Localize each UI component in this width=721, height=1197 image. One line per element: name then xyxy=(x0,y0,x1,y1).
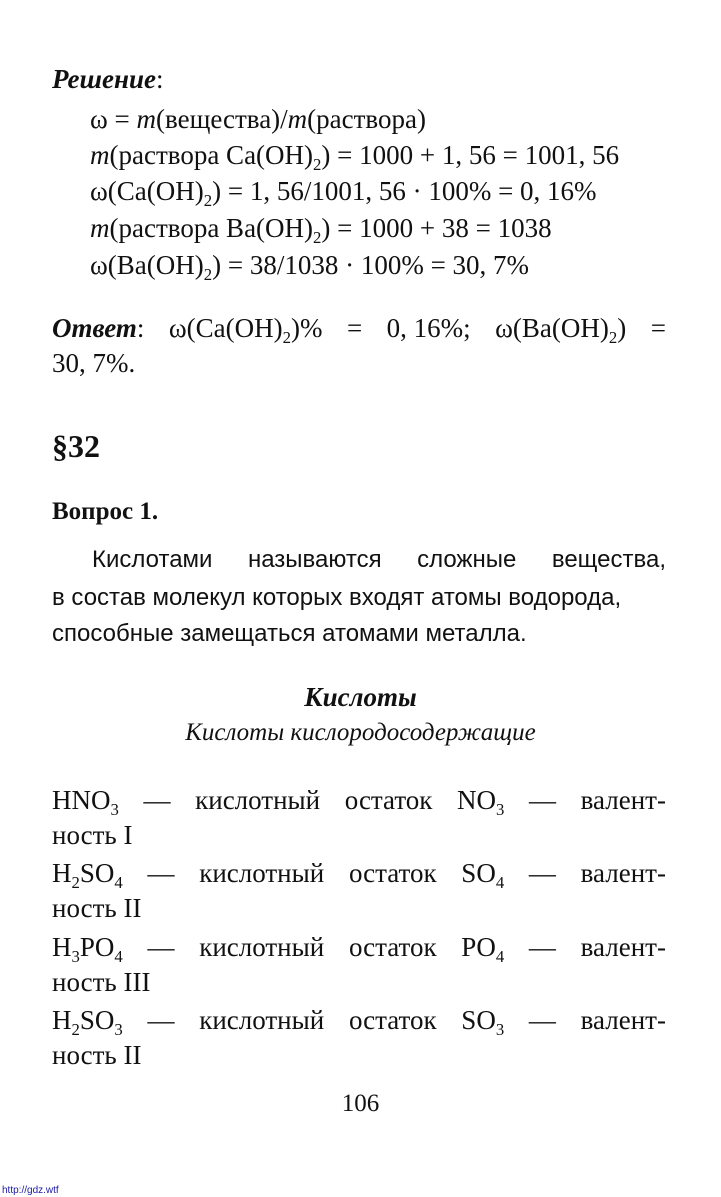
acid-residue-label: кислотный xyxy=(199,932,325,962)
answer-colon: : xyxy=(136,313,145,343)
answer-ca-value: 0, 16%; xyxy=(386,313,471,343)
formula-text: (вещества)/ xyxy=(156,104,288,134)
answer-equals: = xyxy=(650,313,666,343)
acids-subheading: Кислоты кислородосодержащие xyxy=(185,719,536,746)
watermark: http://gdz.wtf xyxy=(2,1185,59,1196)
formula-line-2 xyxy=(90,140,620,174)
paragraph-line-2: в состав молекул которых входят атомы водорода, xyxy=(52,584,622,611)
acid-residue-label: остаток xyxy=(348,858,437,888)
paragraph-line-1 xyxy=(92,548,666,572)
dash: — xyxy=(528,932,556,962)
acid-residue-label: кислотный xyxy=(199,858,325,888)
acid-residue-formula: $SO_4$ xyxy=(461,858,505,892)
formula-line-5 xyxy=(90,250,530,284)
answer-ba-formula: $\omega(Ba(OH)_2)$ xyxy=(495,313,627,347)
acid-formula: $HNO_3$ xyxy=(52,785,119,819)
dash: — xyxy=(528,1005,556,1035)
dash: — xyxy=(143,785,171,815)
section-title: §32 xyxy=(52,428,100,464)
subscript: 2 xyxy=(203,190,213,210)
answer-equals: = xyxy=(346,313,363,343)
acid-row xyxy=(52,858,666,892)
paragraph-word: Кислотами xyxy=(92,546,213,573)
valence-value: ность I xyxy=(52,820,133,850)
formula-text: ω = xyxy=(90,104,137,134)
answer-ca-percent: $\omega(Ca(OH)_2)\%$ xyxy=(168,313,323,347)
dash: — xyxy=(529,785,557,815)
page-number: 106 xyxy=(341,1090,380,1117)
formula-line-3 xyxy=(90,176,597,210)
acid-row xyxy=(52,785,666,819)
mass-symbol: m xyxy=(90,140,110,170)
formula-line-1 xyxy=(90,106,426,133)
formula-text: ) = 38/1038 · 100% = 30, 7% xyxy=(212,250,530,280)
valence-label: валент- xyxy=(580,932,666,962)
formula-text: ) = 1, 56/1001, 56 · 100% = 0, 16% xyxy=(212,176,597,206)
formula-text: (раствора Ca(OH) xyxy=(109,140,314,170)
acids-heading: Кислоты xyxy=(304,682,417,712)
formula-line-4 xyxy=(90,213,552,247)
acid-formula: $H_2SO_3$ xyxy=(52,1005,123,1039)
acid-row xyxy=(52,1005,666,1039)
subscript: 2 xyxy=(313,154,322,174)
valence-label: валент- xyxy=(580,785,666,815)
paragraph-line-3: способные замещаться атомами металла. xyxy=(52,620,527,647)
subscript: 2 xyxy=(313,227,322,247)
valence-value: ность III xyxy=(52,967,151,997)
solution-colon: : xyxy=(155,64,164,94)
acid-residue-formula: $NO_3$ xyxy=(457,785,505,819)
acid-residue-formula: $PO_4$ xyxy=(461,932,505,966)
question-title: Вопрос 1. xyxy=(52,498,159,525)
acid-formula: $H_3PO_4$ xyxy=(52,932,123,966)
answer-line xyxy=(52,313,666,347)
mass-symbol: m xyxy=(90,213,110,243)
acid-residue-label: кислотный xyxy=(199,1005,325,1035)
acid-residue-label: остаток xyxy=(348,1005,437,1035)
paragraph-word: называются xyxy=(247,546,382,573)
answer-label-group xyxy=(52,315,144,342)
formula-text: ω(Ba(OH) xyxy=(90,250,204,280)
paragraph-word: сложные xyxy=(417,546,517,573)
formula-text: ) = 1000 + 38 = 1038 xyxy=(321,213,552,243)
dash: — xyxy=(147,858,175,888)
formula-text: (раствора Ba(OH) xyxy=(109,213,314,243)
paragraph-word: вещества, xyxy=(551,546,666,573)
solution-heading xyxy=(52,66,163,93)
acid-residue-label: кислотный xyxy=(195,785,321,815)
acid-residue-label: остаток xyxy=(348,932,437,962)
dash: — xyxy=(147,1005,175,1035)
acid-formula: $H_2SO_4$ xyxy=(52,858,123,892)
subscript: 2 xyxy=(203,264,213,284)
formula-text: ) = 1000 + 1, 56 = 1001, 56 xyxy=(321,140,620,170)
dash: — xyxy=(147,932,175,962)
valence-value: ность II xyxy=(52,1040,142,1070)
solution-label: Решение xyxy=(52,64,156,94)
acid-row xyxy=(52,932,666,966)
answer-line-2: 30, 7%. xyxy=(52,348,136,378)
answer-label: Ответ xyxy=(52,313,137,343)
valence-label: валент- xyxy=(580,1005,666,1035)
acid-residue-formula: $SO_3$ xyxy=(461,1005,505,1039)
formula-text: ω(Ca(OH) xyxy=(90,176,204,206)
mass-symbol: m xyxy=(287,104,308,134)
valence-value: ность II xyxy=(52,893,142,923)
valence-label: валент- xyxy=(580,858,666,888)
dash: — xyxy=(528,858,556,888)
mass-symbol: m xyxy=(136,104,156,134)
formula-text: (раствора) xyxy=(307,104,426,134)
acid-residue-label: остаток xyxy=(344,785,433,815)
